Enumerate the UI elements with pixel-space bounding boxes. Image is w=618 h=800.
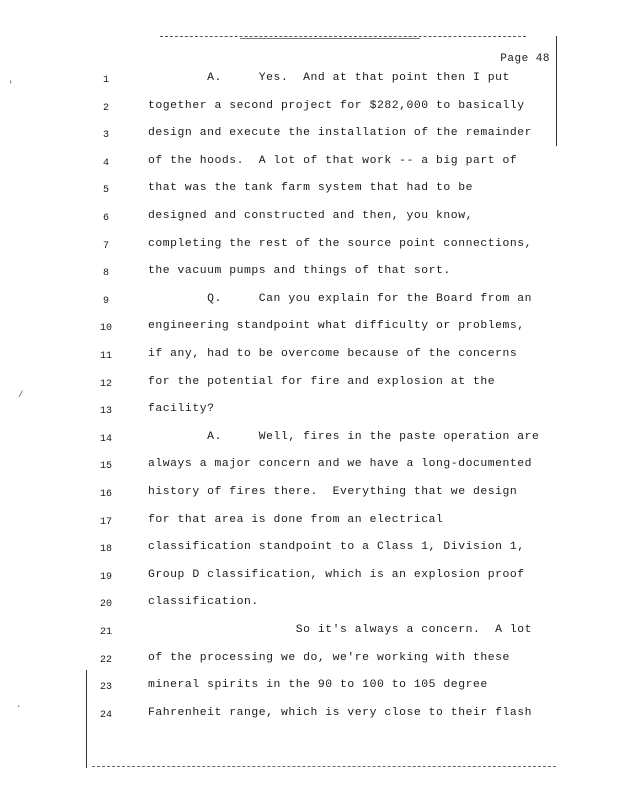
line-text: classification standpoint to a Class 1, Division 1, — [148, 541, 525, 554]
transcript-line — [0, 155, 618, 183]
line-text: Group D classification, which is an explosion proof — [148, 568, 525, 581]
line-text: for that area is done from an electrical — [148, 513, 444, 526]
line-number: 15 — [99, 461, 112, 473]
line-text: mineral spirits in the 90 to 100 to 105 degree — [148, 679, 488, 692]
transcript-line — [0, 348, 618, 376]
transcript-line — [0, 182, 618, 210]
line-number: 19 — [99, 571, 112, 583]
line-text: classification. — [148, 596, 259, 609]
transcript-line — [0, 320, 618, 348]
line-text: always a major concern and we have a long-documented — [148, 458, 533, 471]
transcript-line — [0, 210, 618, 238]
scan-mark: . — [16, 700, 22, 710]
transcript-line — [0, 652, 618, 680]
line-number: 17 — [99, 516, 112, 528]
line-number: 14 — [99, 433, 112, 445]
transcript-line — [0, 514, 618, 542]
top-rule — [160, 36, 526, 37]
line-text: A. Well, fires in the paste operation are — [148, 430, 540, 443]
transcript-line — [0, 458, 618, 486]
line-text: the vacuum pumps and things of that sort. — [148, 265, 451, 278]
transcript-line — [0, 127, 618, 155]
line-text: of the hoods. A lot of that work -- a big part of — [148, 154, 518, 167]
line-text: of the processing we do, we're working with these — [148, 651, 510, 664]
line-number: 16 — [99, 489, 112, 500]
line-text: So it's always a concern. A lot — [148, 624, 533, 636]
transcript-line — [0, 541, 618, 569]
line-text: completing the rest of the source point connections, — [148, 237, 533, 250]
line-number: 20 — [99, 599, 112, 611]
line-number: 23 — [99, 682, 112, 694]
page-number: Page 48 — [500, 53, 550, 65]
line-text: facility? — [148, 403, 215, 416]
scan-mark: / — [18, 390, 24, 400]
line-number: 21 — [99, 627, 112, 638]
line-number: 24 — [99, 709, 112, 721]
line-text: design and execute the installation of the remainder — [148, 127, 533, 140]
line-text: together a second project for $282,000 to basically — [148, 99, 525, 112]
line-number: 5 — [102, 185, 109, 197]
line-number: 11 — [99, 351, 112, 362]
line-text: that was the tank farm system that had to be — [148, 182, 473, 195]
transcript-line — [0, 403, 618, 431]
transcript-line — [0, 238, 618, 266]
line-number: 10 — [99, 323, 112, 335]
line-text: Q. Can you explain for the Board from an — [148, 292, 533, 305]
line-text: engineering standpoint what difficulty or problems, — [148, 320, 525, 333]
line-text: designed and constructed and then, you know, — [148, 210, 473, 222]
line-number: 6 — [102, 213, 109, 224]
line-text: A. Yes. And at that point then I put — [148, 72, 510, 84]
line-number: 3 — [102, 130, 109, 142]
transcript-line — [0, 293, 618, 321]
transcript-line — [0, 707, 618, 735]
line-number: 8 — [102, 268, 109, 280]
transcript-line — [0, 486, 618, 514]
transcript-line — [0, 679, 618, 707]
transcript-line — [0, 431, 618, 459]
line-number: 1 — [102, 75, 109, 86]
transcript-line — [0, 72, 618, 100]
top-rule-secondary — [240, 38, 420, 39]
line-number: 18 — [99, 544, 112, 556]
line-number: 2 — [102, 102, 109, 114]
line-text: Fahrenheit range, which is very close to their flash — [148, 706, 533, 719]
transcript-line — [0, 100, 618, 128]
line-number: 13 — [99, 406, 112, 418]
line-text: history of fires there. Everything that we design — [148, 486, 518, 498]
line-number: 12 — [99, 378, 112, 390]
bottom-rule — [92, 766, 556, 767]
scan-mark: ' — [8, 80, 14, 90]
line-text: if any, had to be overcome because of the concerns — [148, 348, 518, 360]
line-number: 9 — [102, 295, 109, 307]
transcript-line — [0, 376, 618, 404]
transcript-line — [0, 596, 618, 624]
transcript-line — [0, 624, 618, 652]
transcript-line — [0, 569, 618, 597]
line-number: 7 — [102, 240, 109, 252]
line-number: 22 — [99, 654, 112, 666]
line-text: for the potential for fire and explosion at the — [148, 375, 496, 388]
transcript-line — [0, 265, 618, 293]
line-number: 4 — [102, 157, 109, 169]
